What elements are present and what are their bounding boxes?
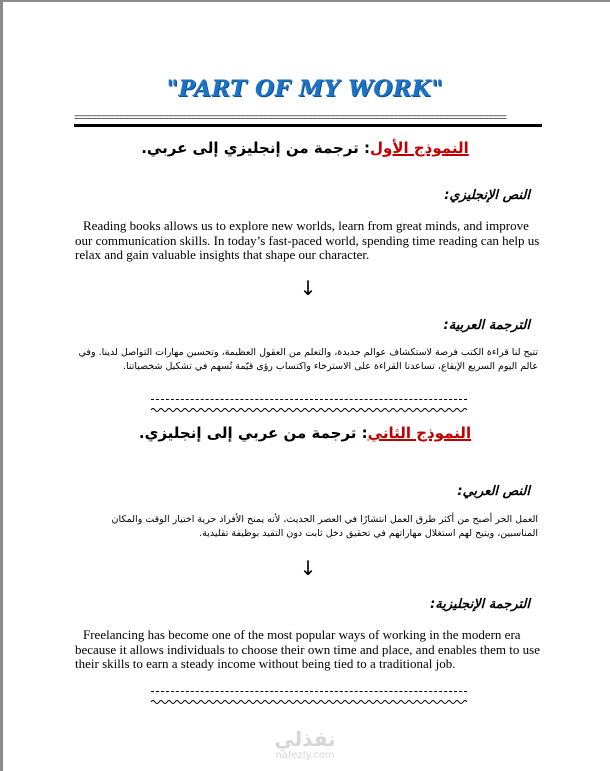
- down-arrow-icon: ↓: [299, 556, 317, 580]
- sample1-source-label: النص الإنجليزي:: [444, 188, 530, 203]
- page-border-left: [0, 0, 3, 771]
- sample2-source-label: النص العربي:: [457, 484, 530, 499]
- title-equals-rule: ================================================================================================: [74, 114, 507, 122]
- sample1-heading-highlight: النموذج الأول: [370, 139, 469, 157]
- sample2-target-label: الترجمة الإنجليزية:: [430, 597, 530, 612]
- title-thick-rule: [74, 124, 542, 127]
- sample2-heading: [0, 424, 610, 442]
- sample2-source-text: العمل الحر أصبح من أكثر طرق العمل انتشارًا في العصر الحديث، لأنه يمنح الأفراد حرية اختيار الوقت والمكان المناسبين، ويتيح لهم استغلال مهاراتهم في تحقيق دخل ثابت دون التقيد بوظيفة تقليدية.: [111, 514, 538, 539]
- separator-dashed-line: [151, 691, 467, 692]
- document-title: "PART OF MY WORK": [166, 76, 444, 102]
- separator-dashed-line: [151, 399, 467, 400]
- separator-wavy-line: [151, 407, 467, 413]
- separator-wavy-line: [151, 699, 467, 705]
- sample2-target-text: Freelancing has become one of the most popular ways of working in the modern era because it allows individuals to choose their own time and place, and enables them to use their skills to earn a steady income without being tied to a traditional job.: [75, 627, 540, 671]
- sample1-target-text: تتيح لنا قراءة الكتب فرصة لاستكشاف عوالم جديدة، والتعلم من العقول العظيمة، وتحسين مهارات التواصل لدينا. وفي عالم اليوم السريع الإيقاع، تساعدنا القراءة على الاسترخاء واكتساب رؤى قيّمة تُسهم في تشكيل شخصياتنا.: [78, 347, 538, 372]
- sample2-heading-highlight: النموذج الثاني: [367, 424, 472, 442]
- section-separator: [151, 395, 467, 418]
- sample1-target-label: الترجمة العربية:: [443, 318, 530, 333]
- watermark-arabic: نفذلي: [274, 727, 336, 751]
- sample1-source-text: Reading books allows us to explore new worlds, learn from great minds, and improve our communication skills. In today’s fast-paced world, spending time reading can help us relax and gain valuable insights that shape our character.: [75, 218, 540, 262]
- sample2-heading-rest: : ترجمة من عربي إلى إنجليزي.: [138, 424, 368, 442]
- sample1-heading: [0, 139, 610, 157]
- down-arrow-icon: ↓: [299, 276, 317, 300]
- section-separator: [151, 687, 467, 710]
- page-border-top: [0, 0, 610, 2]
- sample1-heading-rest: : ترجمة من إنجليزي إلى عربي.: [141, 139, 370, 157]
- watermark-latin: nafezly.com: [275, 750, 335, 761]
- nafezly-watermark: [255, 728, 355, 762]
